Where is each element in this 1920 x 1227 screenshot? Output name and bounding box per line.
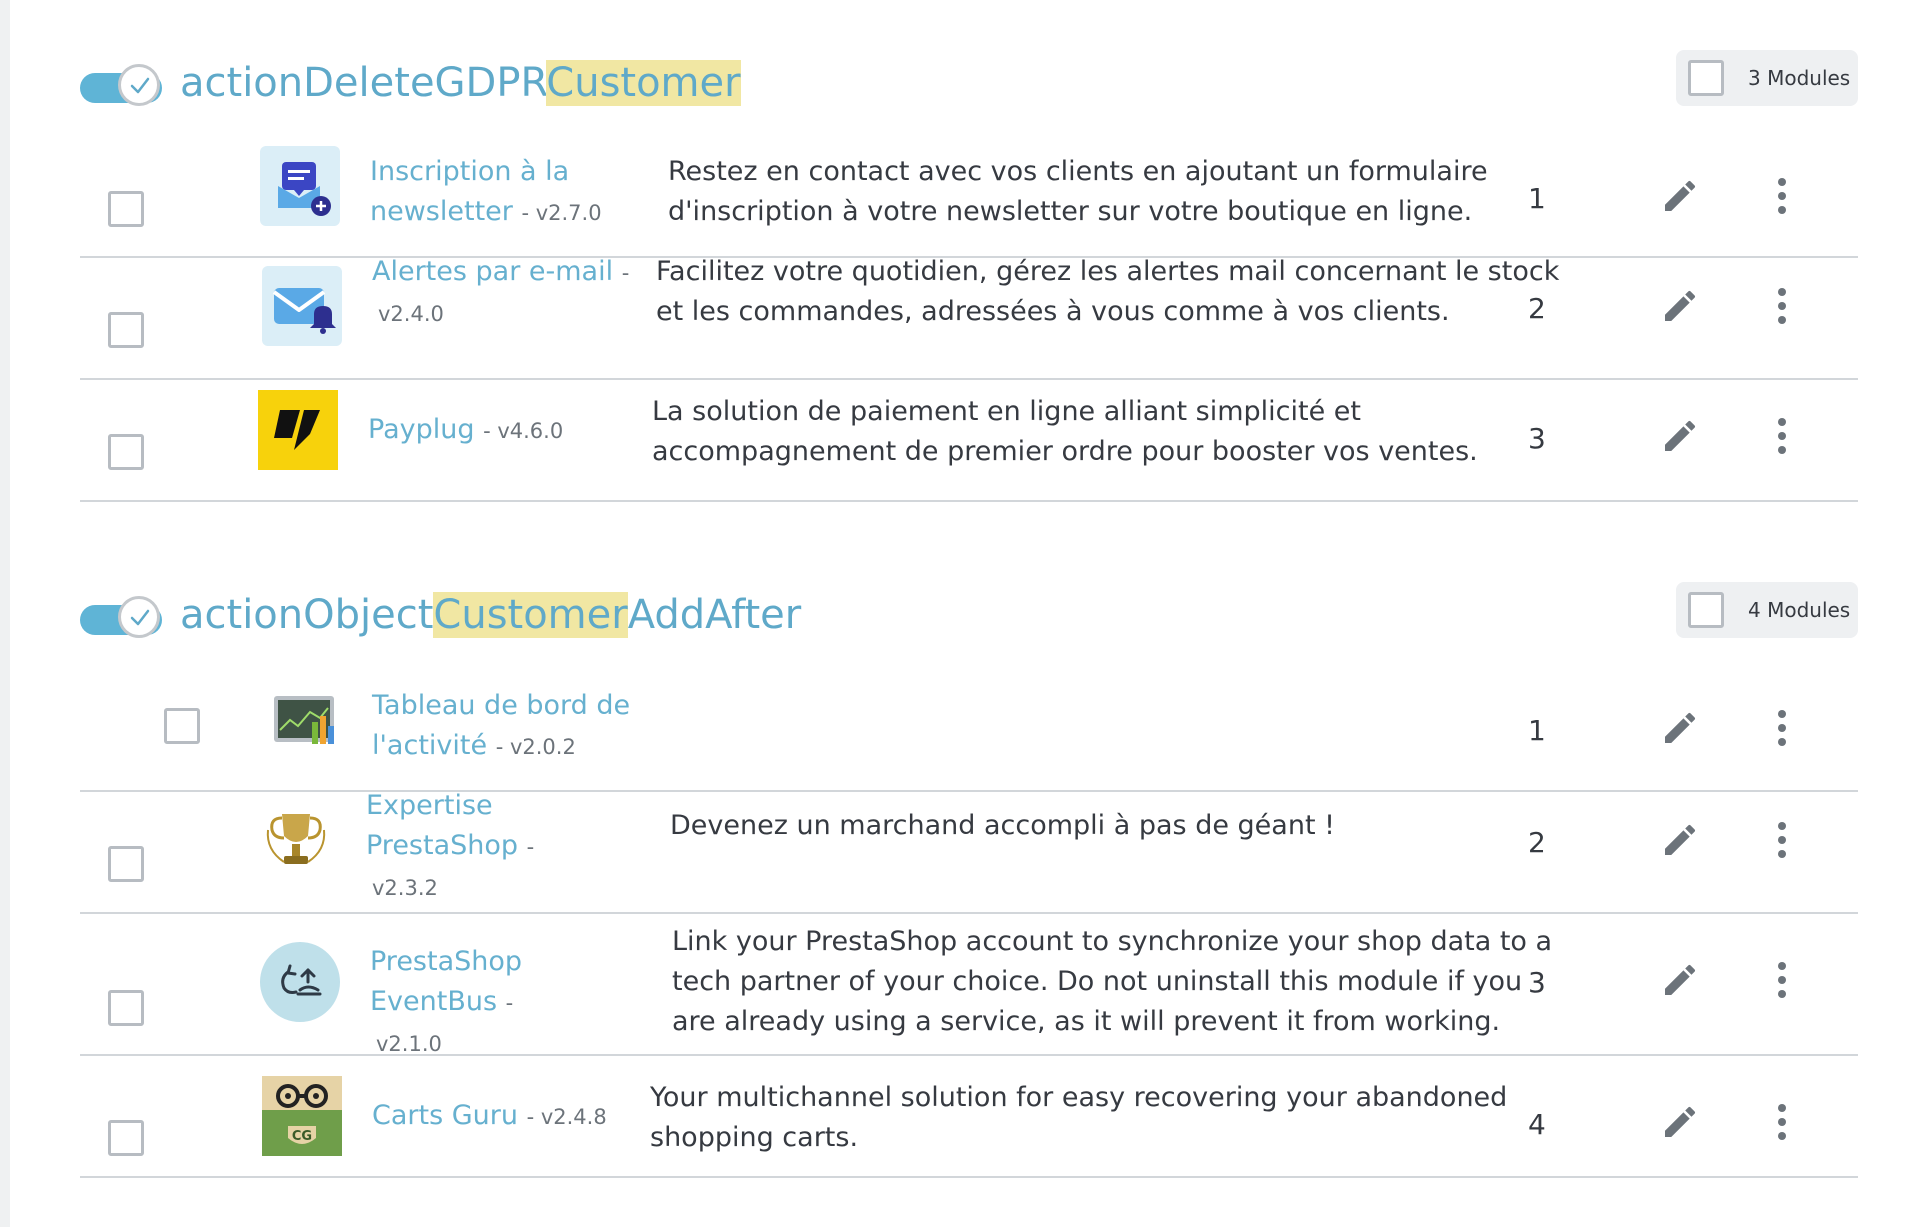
module-count-label: 3 Modules [1748, 66, 1851, 90]
description-line: Facilitez votre quotidien, gérez les alertes mail concernant le stock [656, 256, 1560, 287]
module-count-selector [1676, 582, 1858, 638]
newsletter-icon [260, 146, 340, 226]
hook-enable-switch[interactable] [80, 596, 164, 640]
hook-title [180, 54, 741, 114]
module-row [80, 140, 1858, 258]
module-checkbox[interactable] [108, 191, 144, 227]
check-icon [129, 76, 151, 96]
module-checkbox[interactable] [108, 312, 144, 348]
module-description [656, 252, 1559, 332]
description-line: accompagnement de premier ordre pour booster vos ventes. [652, 436, 1478, 467]
module-row [80, 258, 1858, 380]
module-row [80, 380, 1858, 502]
hook-title-part: actionDeleteGDPR [180, 60, 547, 106]
module-name: Carts Guru [372, 1100, 518, 1131]
module-name-line2: newsletter [370, 196, 513, 227]
hook-title-highlight: Customer [546, 60, 741, 106]
description-line: tech partner of your choice. Do not uninstall this module if you [672, 966, 1523, 997]
module-version: v2.1.0 [376, 1032, 442, 1056]
description-line: Link your PrestaShop account to synchronize your shop data to a [672, 926, 1553, 957]
module-checkbox[interactable] [108, 1120, 144, 1156]
hook-title-highlight: Customer [433, 592, 628, 638]
module-name-line1: Inscription à la [370, 156, 570, 187]
module-name: Alertes par e-mail [372, 256, 614, 287]
module-version: v2.4.0 [378, 302, 444, 326]
version-dash: - [526, 835, 535, 859]
payplug-logo [258, 390, 338, 470]
module-description [650, 1078, 1507, 1158]
module-row [80, 914, 1858, 1056]
module-position: 2 [1528, 826, 1546, 859]
description-line: et les commandes, adressées à vous comme à vos clients. [656, 296, 1450, 327]
more-options-icon[interactable] [1770, 818, 1794, 862]
more-options-icon[interactable] [1770, 958, 1794, 1002]
description-line: Restez en contact avec vos clients en ajoutant un formulaire [668, 156, 1488, 187]
module-position: 1 [1528, 714, 1546, 747]
module-name-link[interactable] [366, 786, 646, 908]
edit-icon[interactable] [1660, 960, 1700, 1000]
module-description [672, 922, 1552, 1042]
hook-header [80, 562, 1858, 672]
module-version: - v2.4.8 [526, 1105, 607, 1129]
module-name-line1: Tableau de bord de [372, 690, 631, 721]
module-version: - v4.6.0 [483, 419, 564, 443]
description-line: La solution de paiement en ligne alliant simplicité et [652, 396, 1361, 427]
module-version: - v2.7.0 [521, 201, 602, 225]
description-line: Your multichannel solution for easy recovering your abandoned [650, 1082, 1508, 1113]
module-name-link[interactable] [372, 252, 652, 334]
module-position: 2 [1528, 292, 1546, 325]
module-version: - v2.0.2 [495, 735, 576, 759]
more-options-icon[interactable] [1770, 174, 1794, 218]
version-dash: - [505, 991, 514, 1015]
select-all-checkbox[interactable] [1688, 60, 1724, 96]
mail-alert-icon [262, 266, 342, 346]
module-position: 3 [1528, 966, 1546, 999]
module-position: 3 [1528, 422, 1546, 455]
module-name-line2: l'activité [372, 730, 488, 761]
select-all-checkbox[interactable] [1688, 592, 1724, 628]
module-name: Payplug [368, 414, 475, 445]
dashboard-chart-icon [266, 682, 346, 762]
description-line: shopping carts. [650, 1122, 859, 1153]
module-name-link[interactable] [372, 1096, 652, 1137]
edit-icon[interactable] [1660, 286, 1700, 326]
hook-title-part: actionObject [180, 592, 434, 638]
module-name: Expertise PrestaShop [366, 790, 519, 861]
edit-icon[interactable] [1660, 416, 1700, 456]
edit-icon[interactable] [1660, 176, 1700, 216]
module-name: PrestaShop EventBus [370, 946, 523, 1017]
module-description [652, 392, 1478, 472]
more-options-icon[interactable] [1770, 1100, 1794, 1144]
module-checkbox[interactable] [108, 990, 144, 1026]
module-version: v2.3.2 [372, 876, 438, 900]
page-content [10, 0, 1920, 1227]
hook-title-part: AddAfter [627, 592, 802, 638]
hook-enable-switch[interactable] [80, 64, 164, 108]
hook-header [80, 30, 1858, 140]
module-name-link[interactable] [372, 686, 652, 767]
module-position: 1 [1528, 182, 1546, 215]
eventbus-sync-icon [260, 942, 340, 1022]
version-dash: - [621, 261, 630, 285]
more-options-icon[interactable] [1770, 414, 1794, 458]
module-row [80, 1056, 1858, 1178]
more-options-icon[interactable] [1770, 706, 1794, 750]
edit-icon[interactable] [1660, 820, 1700, 860]
description-line: are already using a service, as it will prevent it from working. [672, 1006, 1501, 1037]
module-checbox[interactable] [164, 708, 200, 744]
trophy-icon [256, 800, 336, 880]
module-checkbox[interactable] [108, 434, 144, 470]
module-description: Devenez un marchand accompli à pas de géant ! [670, 810, 1335, 841]
module-checkbox[interactable] [108, 846, 144, 882]
module-row [80, 792, 1858, 914]
edit-icon[interactable] [1660, 1102, 1700, 1142]
description-line: d'inscription à votre newsletter sur votre boutique en ligne. [668, 196, 1473, 227]
module-name-link[interactable] [370, 152, 650, 233]
module-description [668, 152, 1488, 232]
switch-knob [118, 596, 160, 638]
module-count-selector [1676, 50, 1858, 106]
module-name-link[interactable] [368, 410, 648, 451]
module-name-link[interactable] [370, 942, 650, 1064]
edit-icon[interactable] [1660, 708, 1700, 748]
svg-text:CG: CG [291, 1129, 313, 1144]
switch-knob [118, 64, 160, 106]
hook-title [180, 586, 801, 646]
more-options-icon[interactable] [1770, 284, 1794, 328]
module-count-label: 4 Modules [1748, 598, 1851, 622]
check-icon [129, 608, 151, 628]
module-row [80, 672, 1858, 792]
module-position: 4 [1528, 1108, 1546, 1141]
carts-guru-logo [262, 1076, 342, 1156]
